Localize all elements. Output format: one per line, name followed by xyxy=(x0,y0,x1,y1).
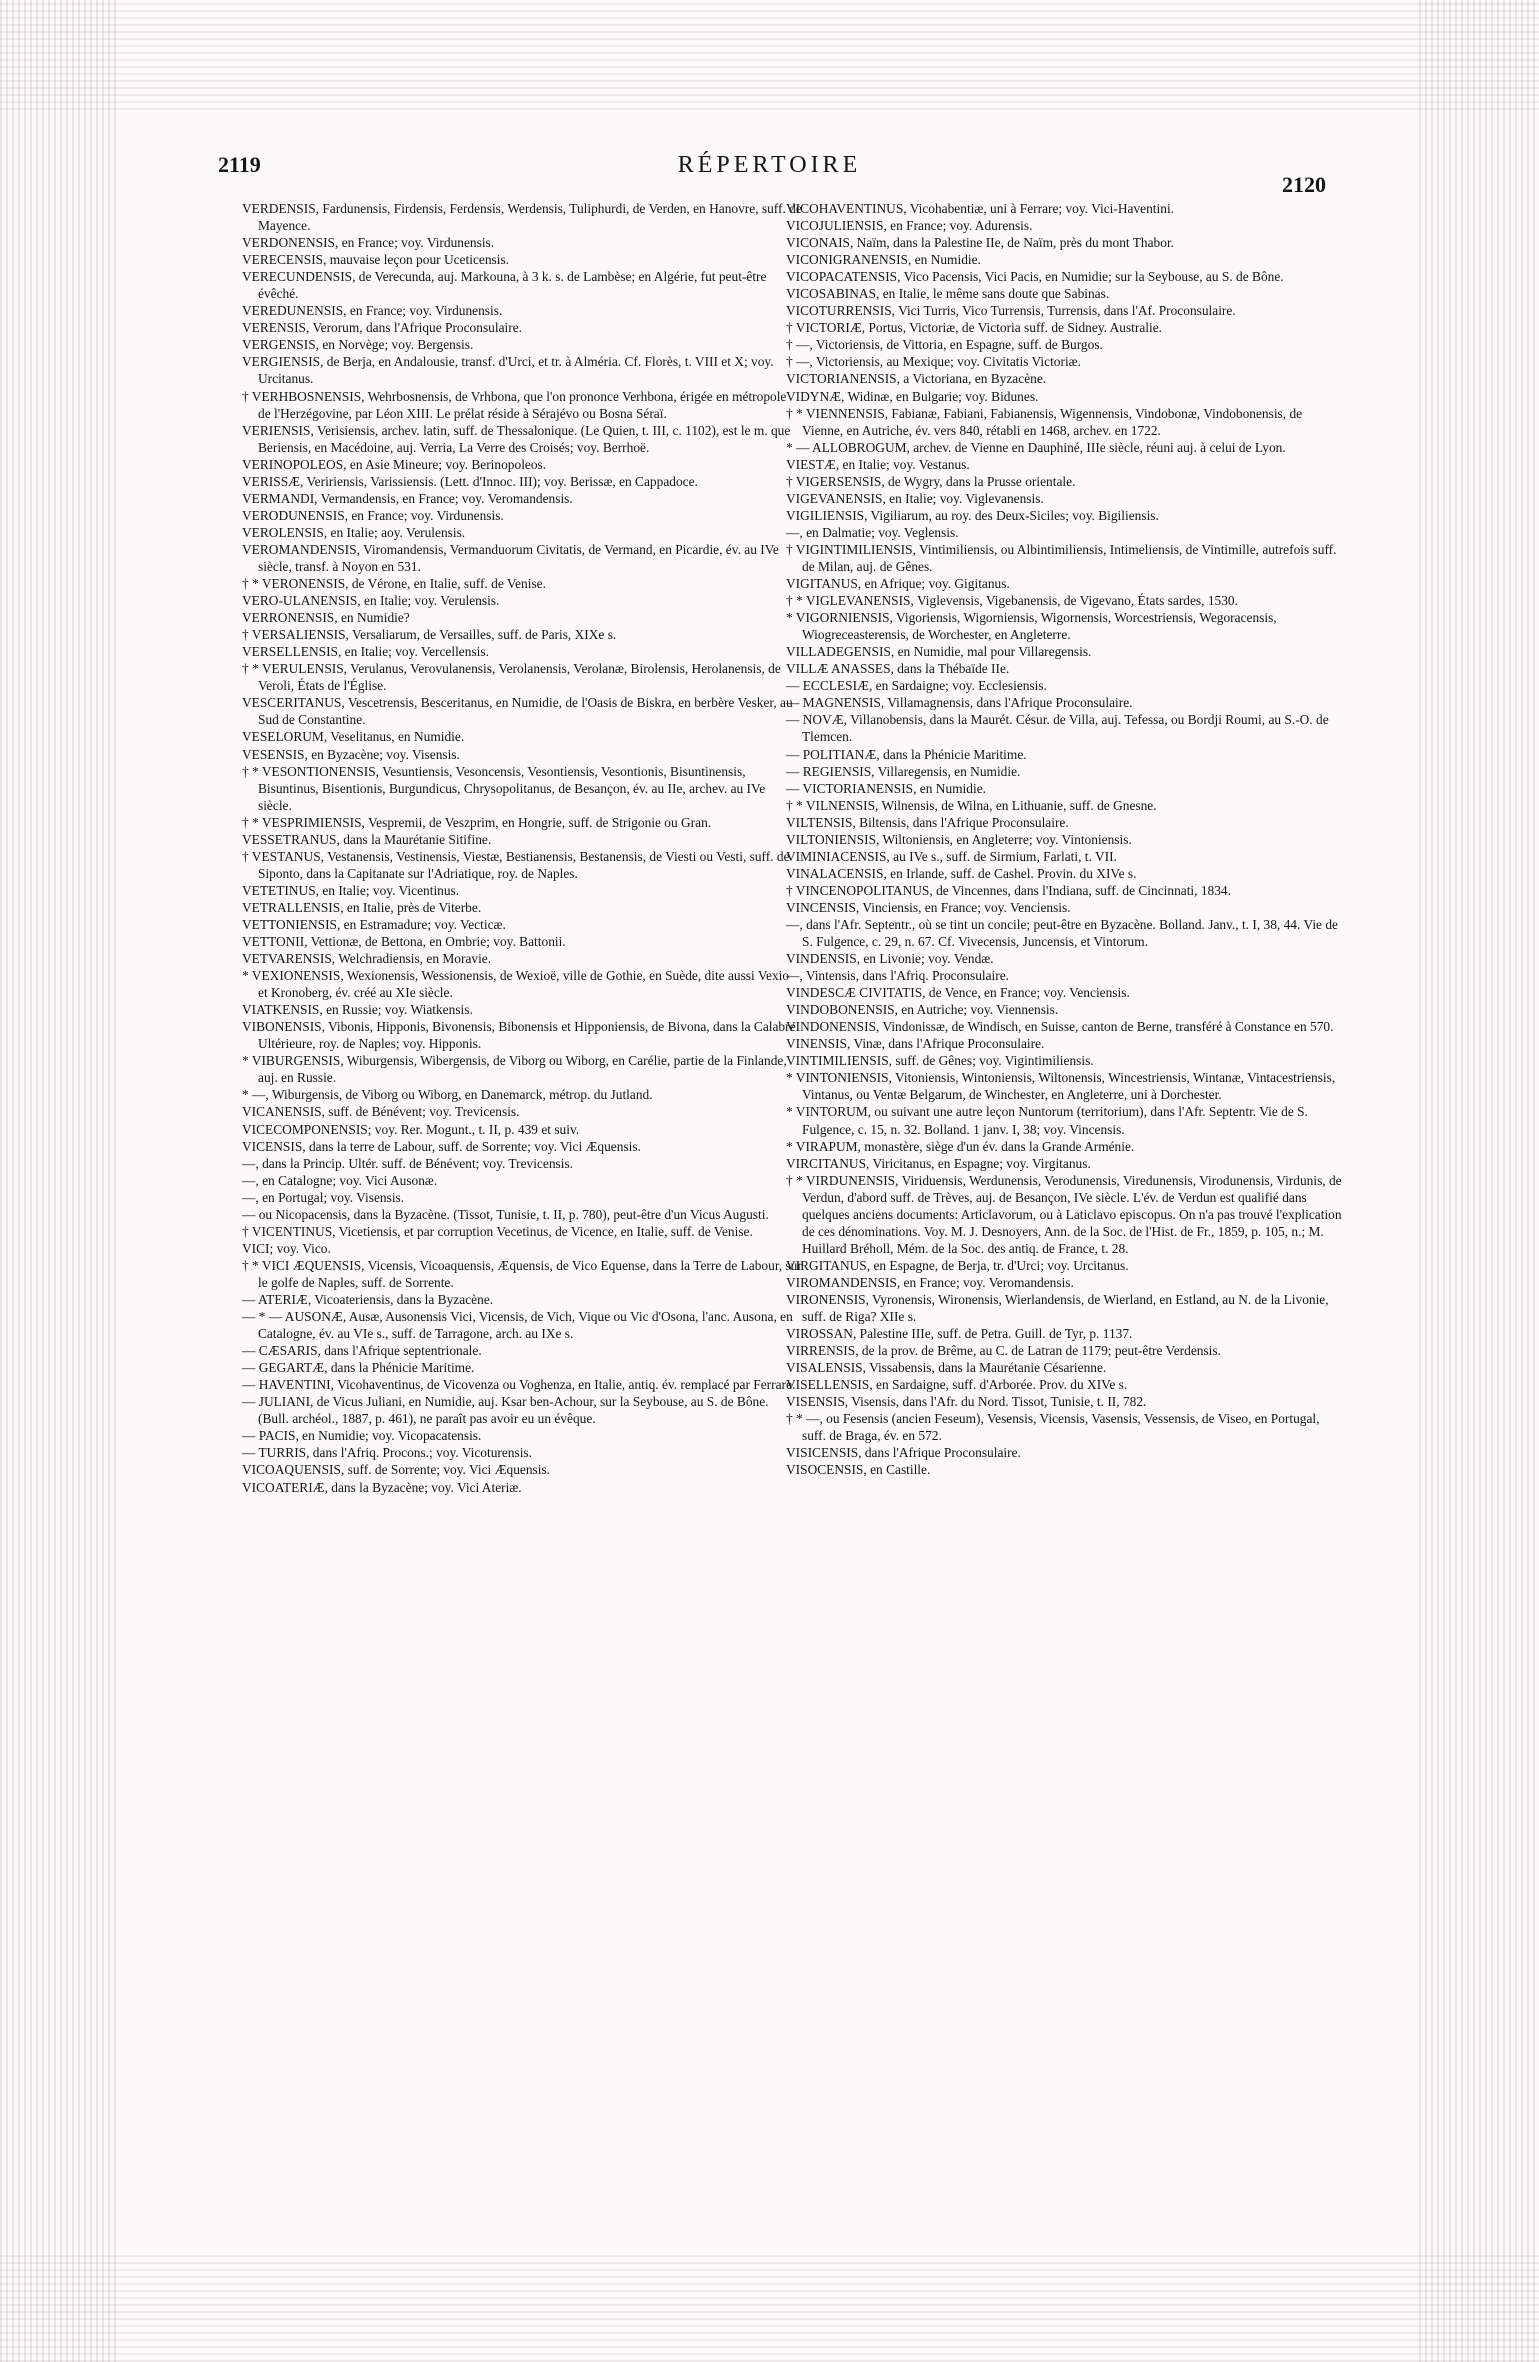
dictionary-entry: VERECENSIS, mauvaise leçon pour Uceticensis. xyxy=(242,252,510,268)
dictionary-entry: VESSETRANUS, dans la Maurétanie Sitifine. xyxy=(242,831,492,847)
left-column xyxy=(242,200,802,1496)
dictionary-entry: † * VESPRIMIENSIS, Vespremii, de Veszprim, en Hongrie, suff. de Strigonie ou Gran. xyxy=(242,814,712,830)
dictionary-entry: —, en Dalmatie; voy. Veglensis. xyxy=(786,524,959,540)
dictionary-entry: VICTORIANENSIS, a Victoriana, en Byzacène. xyxy=(786,371,1047,387)
page-number-left: 2119 xyxy=(218,152,261,177)
dictionary-entry: VICECOMPONENSIS; voy. Rer. Mogunt., t. II, p. 439 et suiv. xyxy=(242,1121,580,1137)
dictionary-entry: † VERSALIENSIS, Versaliarum, de Versailles, suff. de Paris, XIXe s. xyxy=(242,627,617,643)
dictionary-entry: VICOATERIÆ, dans la Byzacène; voy. Vici Ateriæ. xyxy=(242,1479,522,1495)
dictionary-entry: —, en Portugal; voy. Visensis. xyxy=(242,1189,405,1205)
dictionary-entry: VICOJULIENSIS, en France; voy. Adurensis. xyxy=(786,218,1033,234)
dictionary-entry: — NOVÆ, Villanobensis, dans la Maurét. Césur. de Villa, auj. Tefessa, ou Bordji Roumi, au S.-O. de Tlemcen. xyxy=(786,712,1329,745)
dictionary-entry: † —, Victoriensis, de Vittoria, en Espagne, suff. de Burgos. xyxy=(786,337,1103,353)
dictionary-entry: — POLITIANÆ, dans la Phénicie Maritime. xyxy=(786,746,1027,762)
dictionary-entry: VEROMANDENSIS, Viromandensis, Vermanduorum Civitatis, de Vermand, en Picardie, év. au IVe siècle, transf. à Noyon en 531. xyxy=(242,541,779,574)
dictionary-entry: VINDOBONENSIS, en Autriche; voy. Viennensis. xyxy=(786,1002,1059,1018)
dictionary-entry: —, Vintensis, dans l'Afriq. Proconsulaire. xyxy=(786,968,1010,984)
dictionary-entry: VILTENSIS, Biltensis, dans l'Afrique Proconsulaire. xyxy=(786,814,1069,830)
dictionary-entry: VIGEVANENSIS, en Italie; voy. Viglevanensis. xyxy=(786,490,1044,506)
dictionary-entry: —, dans la Princip. Ultér. suff. de Bénévent; voy. Trevicensis. xyxy=(242,1155,574,1171)
dictionary-entry: VILLÆ ANASSES, dans la Thébaïde IIe. xyxy=(786,661,1010,677)
dictionary-entry: * VINTONIENSIS, Vitoniensis, Wintoniensis, Wiltonensis, Wincestriensis, Wintanæ, Vintacestriensis, Vintanus, ou Ventæ Belgarum, de Winchester, en Angleterre, uni à Dorchester. xyxy=(786,1070,1336,1103)
dictionary-entry: † VICENTINUS, Vicetiensis, et par corruption Vecetinus, de Vicence, en Italie, suff. de Venise. xyxy=(242,1223,753,1239)
dictionary-entry: — ou Nicopacensis, dans la Byzacène. (Tissot, Tunisie, t. II, p. 780), peut-être d'un Vicus Augusti. xyxy=(242,1206,769,1222)
dictionary-entry: VETETINUS, en Italie; voy. Vicentinus. xyxy=(242,882,460,898)
dictionary-entry: † * VERULENSIS, Verulanus, Verovulanensis, Verolanensis, Verolanæ, Birolensis, Herolanensis, de Veroli, États de l'Église. xyxy=(242,661,781,694)
dictionary-entry: — REGIENSIS, Villaregensis, en Numidie. xyxy=(786,763,1021,779)
dictionary-entry: VERO-ULANENSIS, en Italie; voy. Verulensis. xyxy=(242,593,500,609)
dictionary-entry: VINALACENSIS, en Irlande, suff. de Cashel. Provin. du XIVe s. xyxy=(786,865,1137,881)
dictionary-entry: * VIBURGENSIS, Wiburgensis, Wibergensis, de Viborg ou Wiborg, en Carélie, partie de la Finlande, auj. en Russie. xyxy=(242,1053,787,1086)
scan-edge-top xyxy=(0,0,1539,110)
dictionary-entry: VISICENSIS, dans l'Afrique Proconsulaire. xyxy=(786,1445,1021,1461)
dictionary-entry: VERRONENSIS, en Numidie? xyxy=(242,610,410,626)
dictionary-entry: VICOSABINAS, en Italie, le même sans doute que Sabinas. xyxy=(786,286,1110,302)
dictionary-entry: VIGITANUS, en Afrique; voy. Gigitanus. xyxy=(786,576,1010,592)
dictionary-entry: VICOHAVENTINUS, Vicohabentiæ, uni à Ferrare; voy. Vici-Haventini. xyxy=(786,201,1175,216)
dictionary-entry: * VIGORNIENSIS, Vigoriensis, Wigorniensis, Wigornensis, Worcestriensis, Wegoracensis, Wiogreceasterensis, de Worchester, en Angleterre. xyxy=(786,610,1277,643)
dictionary-entry: VIMINIACENSIS, au IVe s., suff. de Sirmium, Farlati, t. VII. xyxy=(786,848,1117,864)
dictionary-entry: † VERHBOSNENSIS, Wehrbosnensis, de Vrhbona, que l'on prononce Verhbona, érigée en métropole de l'Herzégovine, par Léon XIII. Le prélat réside à Sérajévo ou Bosna Séraï. xyxy=(242,388,787,421)
dictionary-entry: † * VILNENSIS, Wilnensis, de Wilna, en Lithuanie, suff. de Gnesne. xyxy=(786,797,1157,813)
dictionary-entry: — PACIS, en Numidie; voy. Vicopacatensis. xyxy=(242,1428,482,1444)
dictionary-entry: † —, Victoriensis, au Mexique; voy. Civitatis Victoriæ. xyxy=(786,354,1081,370)
dictionary-entry: VERENSIS, Verorum, dans l'Afrique Proconsulaire. xyxy=(242,320,522,336)
dictionary-entry: VERECUNDENSIS, de Verecunda, auj. Markouna, à 3 k. s. de Lambèse; en Algérie, fut peut-être évêché. xyxy=(242,269,767,302)
dictionary-entry: — CÆSARIS, dans l'Afrique septentrionale. xyxy=(242,1343,482,1359)
page-number-right: 2120 xyxy=(1282,172,1326,197)
dictionary-entry: VETVARENSIS, Welchradiensis, en Moravie. xyxy=(242,951,492,967)
dictionary-entry: VINDONENSIS, Vindonissæ, de Windisch, en Suisse, canton de Berne, transféré à Constance en 570. xyxy=(786,1019,1334,1035)
dictionary-entry: † VICTORIÆ, Portus, Victoriæ, de Victoria suff. de Sidney. Australie. xyxy=(786,320,1163,336)
scan-edge-bottom xyxy=(0,2252,1539,2362)
dictionary-entry: — TURRIS, dans l'Afriq. Procons.; voy. Vicoturensis. xyxy=(242,1445,532,1461)
dictionary-entry: — JULIANI, de Vicus Juliani, en Numidie, auj. Ksar ben-Achour, sur la Seybouse, au S. de Bône. (Bull. archéol., 1887, p. 461), ne paraît pas avoir eu un évêque. xyxy=(242,1394,769,1427)
dictionary-entry: — HAVENTINI, Vicohaventinus, de Vicovenza ou Voghenza, en Italie, antiq. év. remplacé par Ferrare. xyxy=(242,1377,796,1393)
dictionary-entry: VERISSÆ, Veririensis, Varissiensis. (Lett. d'Innoc. III); voy. Berissæ, en Cappadoce. xyxy=(242,473,698,489)
dictionary-entry: VICOAQUENSIS, suff. de Sorrente; voy. Vici Æquensis. xyxy=(242,1462,551,1478)
page-title: RÉPERTOIRE xyxy=(677,152,862,178)
dictionary-entry: VERDENSIS, Fardunensis, Firdensis, Ferdensis, Werdensis, Tuliphurdi, de Verden, en Hanovre, suff. de Mayence. xyxy=(242,201,802,234)
dictionary-entry: † VINCENOPOLITANUS, de Vincennes, dans l'Indiana, suff. de Cincinnati, 1834. xyxy=(786,882,1231,898)
dictionary-entry: VIBONENSIS, Vibonis, Hipponis, Bivonensis, Bibonensis et Hipponiensis, de Bivona, dans la Calabre Ultérieure, roy. de Naples; voy. Hipponis. xyxy=(242,1019,796,1052)
dictionary-entry: — MAGNENSIS, Villamagnensis, dans l'Afrique Proconsulaire. xyxy=(786,695,1133,711)
dictionary-entry: * VIRAPUM, monastère, siège d'un év. dans la Grande Arménie. xyxy=(786,1138,1135,1154)
dictionary-entry: VIRGITANUS, en Espagne, de Berja, tr. d'Urci; voy. Urcitanus. xyxy=(786,1257,1129,1273)
dictionary-entry: VINDENSIS, en Livonie; voy. Vendæ. xyxy=(786,951,994,967)
dictionary-entry: VICANENSIS, suff. de Bénévent; voy. Trevicensis. xyxy=(242,1104,520,1120)
dictionary-entry: VERDONENSIS, en France; voy. Virdunensis. xyxy=(242,235,495,251)
dictionary-entry: VISELLENSIS, en Sardaigne, suff. d'Arborée. Prov. du XIVe s. xyxy=(786,1377,1128,1393)
dictionary-entry: VICONAIS, Naïm, dans la Palestine IIe, de Naïm, près du mont Thabor. xyxy=(786,235,1175,251)
dictionary-entry: VERSELLENSIS, en Italie; voy. Vercellensis. xyxy=(242,644,489,660)
dictionary-entry: VICENSIS, dans la terre de Labour, suff. de Sorrente; voy. Vici Æquensis. xyxy=(242,1138,641,1154)
dictionary-entry: VIRCITANUS, Viricitanus, en Espagne; voy. Virgitanus. xyxy=(786,1155,1091,1171)
dictionary-entry: † * VESONTIONENSIS, Vesuntiensis, Vesoncensis, Vesontiensis, Vesontionis, Bisuntinensis, Bisuntinus, Bisentionis, Burgundicus, Chrysopolitanus, de Besançon, év. au IIe, archev. au IVe siècle. xyxy=(242,763,766,813)
dictionary-entry: VERODUNENSIS, en France; voy. Virdunensis. xyxy=(242,507,504,523)
dictionary-entry: † VESTANUS, Vestanensis, Vestinensis, Viestæ, Bestianensis, Bestanensis, de Viesti ou Vesti, suff. de Siponto, dans la Capitanate sur l'Adriatique, roy. de Naples. xyxy=(242,848,790,881)
dictionary-entry: VIROMANDENSIS, en France; voy. Veromandensis. xyxy=(786,1274,1074,1290)
dictionary-entry: † * VICI ÆQUENSIS, Vicensis, Vicoaquensis, Æquensis, de Vico Equense, dans la Terre de Labour, sur le golfe de Naples, suff. de Sorrente. xyxy=(242,1257,802,1290)
dictionary-entry: † * —, ou Fesensis (ancien Feseum), Vesensis, Vicensis, Vasensis, Vessensis, de Viseo, en Portugal, suff. de Braga, év. en 572. xyxy=(786,1411,1320,1444)
dictionary-entry: VETTONIENSIS, en Estramadure; voy. Vecticæ. xyxy=(242,916,506,932)
dictionary-entry: VESCERITANUS, Vescetrensis, Besceritanus, en Numidie, de l'Oasis de Biskra, en berbère Vesker, au Sud de Constantine. xyxy=(242,695,793,728)
dictionary-entry: † * VIGLEVANENSIS, Viglevensis, Vigebanensis, de Vigevano, États sardes, 1530. xyxy=(786,593,1238,609)
dictionary-entry: VETTONII, Vettionæ, de Bettona, en Ombrie; voy. Battonii. xyxy=(242,934,566,950)
dictionary-entry: VIRONENSIS, Vyronensis, Wironensis, Wierlandensis, de Wierland, en Estland, au N. de la Livonie, suff. de Riga? XIIe s. xyxy=(786,1292,1329,1325)
dictionary-entry: VERIENSIS, Verisiensis, archev. latin, suff. de Thessalonique. (Le Quien, t. III, c. 1102), est le m. que Beriensis, en Macédoine, auj. Verria, La Verre des Croisés; voy. Berrhoë. xyxy=(242,422,791,455)
dictionary-entry: — GEGARTÆ, dans la Phénicie Maritime. xyxy=(242,1360,475,1376)
dictionary-entry: VISALENSIS, Vissabensis, dans la Maurétanie Césarienne. xyxy=(786,1360,1107,1376)
dictionary-entry: VICOPACATENSIS, Vico Pacensis, Vici Pacis, en Numidie; sur la Seybouse, au S. de Bône. xyxy=(786,269,1284,285)
dictionary-entry: VILTONIENSIS, Wiltoniensis, en Angleterre; voy. Vintoniensis. xyxy=(786,831,1132,847)
dictionary-entry: † * VIENNENSIS, Fabianæ, Fabiani, Fabianensis, Wigennensis, Vindobonæ, Vindobonensis, de Vienne, en Autriche, év. vers 840, rétabli en 1468, archev. en 1722. xyxy=(786,405,1303,438)
dictionary-entry: VISENSIS, Visensis, dans l'Afr. du Nord. Tissot, Tunisie, t. II, 782. xyxy=(786,1394,1147,1410)
dictionary-entry: * —, Wiburgensis, de Viborg ou Wiborg, en Danemarck, métrop. du Jutland. xyxy=(242,1087,653,1103)
dictionary-entry: VESELORUM, Veselitanus, en Numidie. xyxy=(242,729,465,745)
dictionary-entry: † VIGERSENSIS, de Wygry, dans la Prusse orientale. xyxy=(786,473,1076,489)
dictionary-entry: VICONIGRANENSIS, en Numidie. xyxy=(786,252,981,268)
dictionary-entry: VETRALLENSIS, en Italie, près de Viterbe. xyxy=(242,899,482,915)
dictionary-entry: VINTIMILIENSIS, suff. de Gênes; voy. Vigintimiliensis. xyxy=(786,1053,1094,1069)
right-column xyxy=(786,200,1346,1479)
dictionary-entry: * VEXIONENSIS, Wexionensis, Wessionensis, de Wexioë, ville de Gothie, en Suède, dite aussi Vexio et Kronoberg, év. créé au XIe siècle. xyxy=(242,968,790,1001)
dictionary-entry: VEROLENSIS, en Italie; aoy. Verulensis. xyxy=(242,524,466,540)
dictionary-entry: — VICTORIANENSIS, en Numidie. xyxy=(786,780,986,796)
dictionary-entry: VESENSIS, en Byzacène; voy. Visensis. xyxy=(242,746,460,762)
dictionary-entry: — ECCLESIÆ, en Sardaigne; voy. Ecclesiensis. xyxy=(786,678,1047,694)
scan-edge-left xyxy=(0,0,120,2362)
scan-edge-right xyxy=(1419,0,1539,2362)
dictionary-entry: — * — AUSONÆ, Ausæ, Ausonensis Vici, Vicensis, de Vich, Vique ou Vic d'Osona, l'anc. Ausona, en Catalogne, év. au VIe s., suff. de Tarragone, arch. au IXe s. xyxy=(242,1309,793,1342)
dictionary-entry: VERMANDI, Vermandensis, en France; voy. Veromandensis. xyxy=(242,490,573,506)
dictionary-entry: VICOTURRENSIS, Vici Turris, Vico Turrensis, Turrensis, dans l'Af. Proconsulaire. xyxy=(786,303,1236,319)
dictionary-entry: VIROSSAN, Palestine IIIe, suff. de Petra. Guill. de Tyr, p. 1137. xyxy=(786,1326,1133,1342)
dictionary-entry: † * VERONENSIS, de Vérone, en Italie, suff. de Venise. xyxy=(242,576,546,592)
dictionary-entry: VIRRENSIS, de la prov. de Brême, au C. de Latran de 1179; peut-être Verdensis. xyxy=(786,1343,1221,1359)
dictionary-entry: VICI; voy. Vico. xyxy=(242,1240,331,1256)
dictionary-entry: VINDESCÆ CIVITATIS, de Vence, en France; voy. Venciensis. xyxy=(786,985,1130,1001)
dictionary-entry: VIATKENSIS, en Russie; voy. Wiatkensis. xyxy=(242,1002,473,1018)
dictionary-entry: VINENSIS, Vinæ, dans l'Afrique Proconsulaire. xyxy=(786,1036,1045,1052)
dictionary-entry: VERINOPOLEOS, en Asie Mineure; voy. Berinopoleos. xyxy=(242,456,547,472)
dictionary-entry: VIGILIENSIS, Vigiliarum, au roy. des Deux-Siciles; voy. Bigiliensis. xyxy=(786,507,1159,523)
dictionary-entry: —, dans l'Afr. Septentr., où se tint un concile; peut-être en Byzacène. Bolland. Janv., t. I, 38, 44. Vie de S. Fulgence, c. 29, n. 67. Cf. Vivecensis, Juncensis, et Vintorum. xyxy=(786,916,1338,950)
dictionary-entry: VEREDUNENSIS, en France; voy. Virdunensis. xyxy=(242,303,503,319)
dictionary-entry: VIDYNÆ, Widinæ, en Bulgarie; voy. Bidunes. xyxy=(786,388,1039,404)
dictionary-entry: VERGIENSIS, de Berja, en Andalousie, transf. d'Urci, et tr. à Alméria. Cf. Florès, t. VIII et X; voy. Urcitanus. xyxy=(242,354,774,387)
dictionary-entry: VISOCENSIS, en Castille. xyxy=(786,1462,931,1478)
dictionary-entry: VINCENSIS, Vinciensis, en France; voy. Venciensis. xyxy=(786,899,1071,915)
dictionary-entry: * — ALLOBROGUM, archev. de Vienne en Dauphiné, IIIe siècle, réuni auj. à celui de Lyon. xyxy=(786,439,1286,455)
dictionary-entry: † * VIRDUNENSIS, Viriduensis, Werdunensis, Verodunensis, Viredunensis, Virodunensis, Virdunis, de Verdun, d'abord suff. de Trèves, auj. de Besançon, IVe siècle. L'év. de Verdun est qualifié dans quelques anciens documents: Articlavorum, ou à Laticlavo episcopus. On n'a pas trouvé l'explication de ces dénominations. Voy. M. J. Desnoyers, Ann. de la Soc. de l'Hist. de Fr., 1859, p. 105, n.; M. Huillard Bréholl, Mém. de la Soc. des antiq. de France, t. 28. xyxy=(786,1172,1342,1256)
dictionary-entry: —, en Catalogne; voy. Vici Ausonæ. xyxy=(242,1172,438,1188)
dictionary-entry: VIESTÆ, en Italie; voy. Vestanus. xyxy=(786,456,970,472)
dictionary-entry: VILLADEGENSIS, en Numidie, mal pour Villaregensis. xyxy=(786,644,1092,660)
dictionary-entry: — ATERIÆ, Vicoateriensis, dans la Byzacène. xyxy=(242,1292,494,1307)
dictionary-entry: VERGENSIS, en Norvège; voy. Bergensis. xyxy=(242,337,474,353)
dictionary-entry: † VIGINTIMILIENSIS, Vintimiliensis, ou Albintimiliensis, Intimeliensis, de Vintimille, autrefois suff. de Milan, auj. de Gênes. xyxy=(786,541,1337,574)
dictionary-entry: * VINTORUM, ou suivant une autre leçon Nuntorum (territorium), dans l'Afr. Septentr. Vie de S. Fulgence, c. 15, n. 32. Bolland. 1 janv. I, 38; voy. Vincensis. xyxy=(786,1104,1308,1137)
